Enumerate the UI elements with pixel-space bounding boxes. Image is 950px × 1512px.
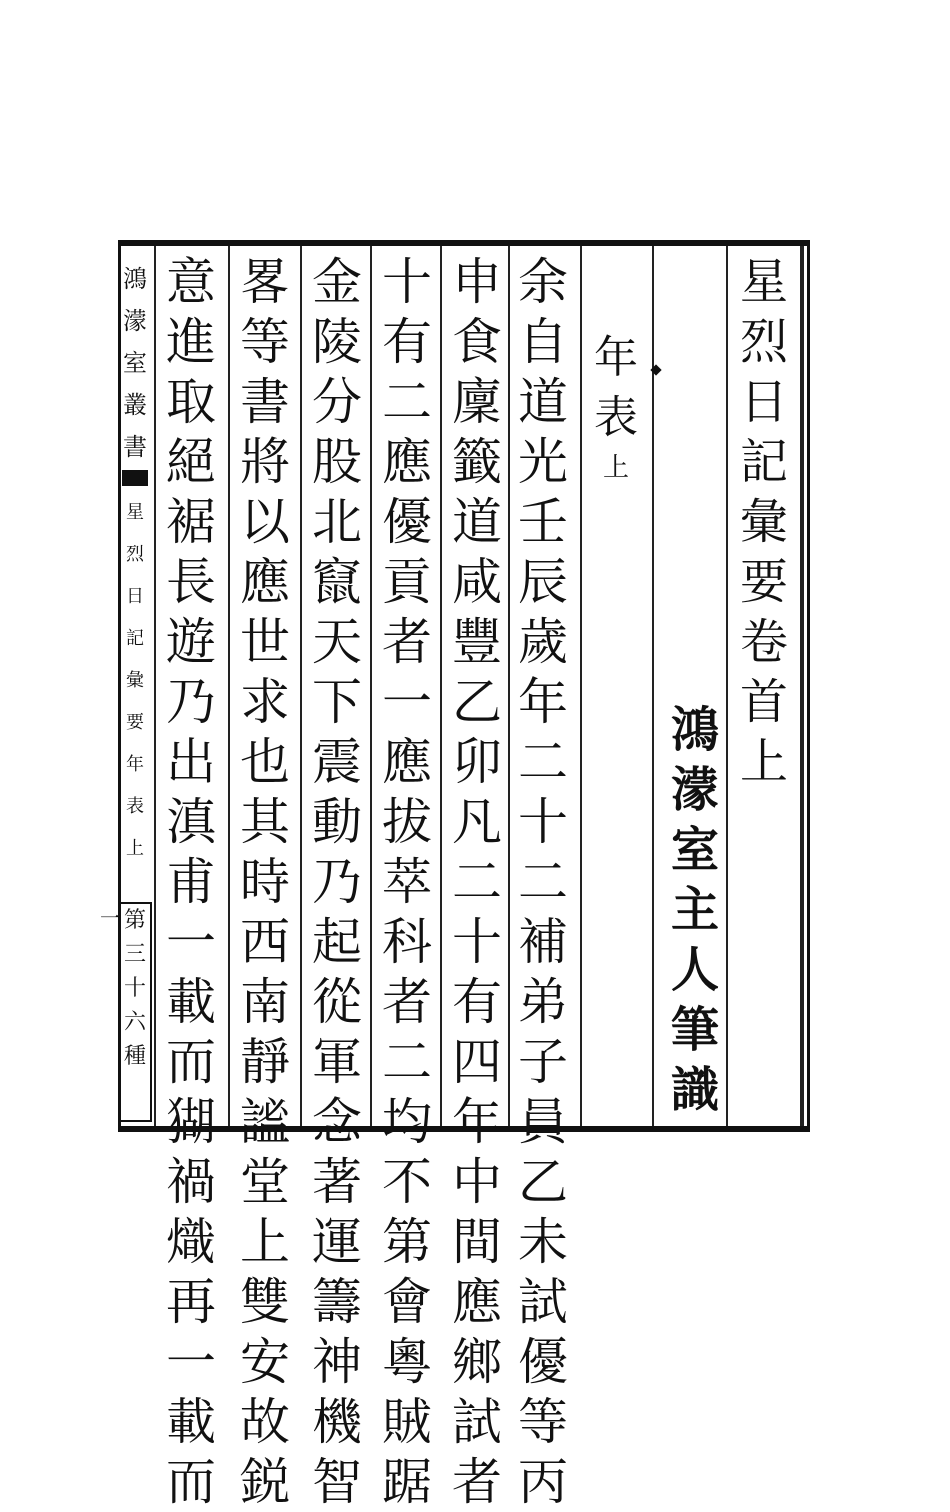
leaf-number: 一 <box>100 906 120 930</box>
column-rule <box>508 246 510 1126</box>
column-rule <box>652 246 654 1126</box>
column-rule <box>228 246 230 1126</box>
author-signature: 鴻 濛 室 主 人 筆 識 <box>670 702 719 1118</box>
column-rule <box>370 246 372 1126</box>
section-heading <box>585 328 647 488</box>
text-column-4: 金 陵 分 股 北 竄 天 下 震 動 乃 起 從 軍 念 著 運 籌 神 機 智 <box>312 253 362 1511</box>
text-column-3: 十 有 二 應 優 貢 者 一 應 拔 萃 科 者 二 均 不 第 會 粵 賊 踞 <box>382 253 432 1511</box>
column-rule <box>726 246 728 1126</box>
column-rule <box>300 246 302 1126</box>
text-column-5: 畧 等 書 將 以 應 世 求 也 其 時 西 南 靜 謐 堂 上 雙 安 故 鋭 <box>240 253 290 1511</box>
book-title: 星 烈 日 記 彙 要 卷 首 上 <box>739 254 788 790</box>
banxin-series-number: 第 三 十 六 種 <box>118 902 152 1122</box>
column-rule <box>580 246 582 1126</box>
banxin-volume-label: 星 烈 日 記 彙 要 年 表 上 <box>126 502 144 859</box>
frame-right-rule <box>800 246 804 1126</box>
text-column-6: 意 進 取 絕 裾 長 遊 乃 出 滇 甫 一 載 而 猢 禍 熾 再 一 載 而 <box>166 253 216 1511</box>
banxin-series: 鴻 濛 室 叢 書 <box>123 265 147 461</box>
section-heading-sub: 上 <box>602 453 629 483</box>
banxin-rule <box>154 246 156 1126</box>
section-heading-text: 年 表 <box>594 332 638 443</box>
text-column-1: 余 自 道 光 壬 辰 歲 年 二 十 二 補 弟 子 員 乙 未 試 優 等 丙 <box>518 253 568 1511</box>
text-column-2: 申 食 廩 籤 道 咸 豐 乙 卯 凡 二 十 有 四 年 中 間 應 鄉 試 者 <box>452 253 502 1511</box>
fish-tail-mark <box>122 470 148 486</box>
column-rule <box>440 246 442 1126</box>
